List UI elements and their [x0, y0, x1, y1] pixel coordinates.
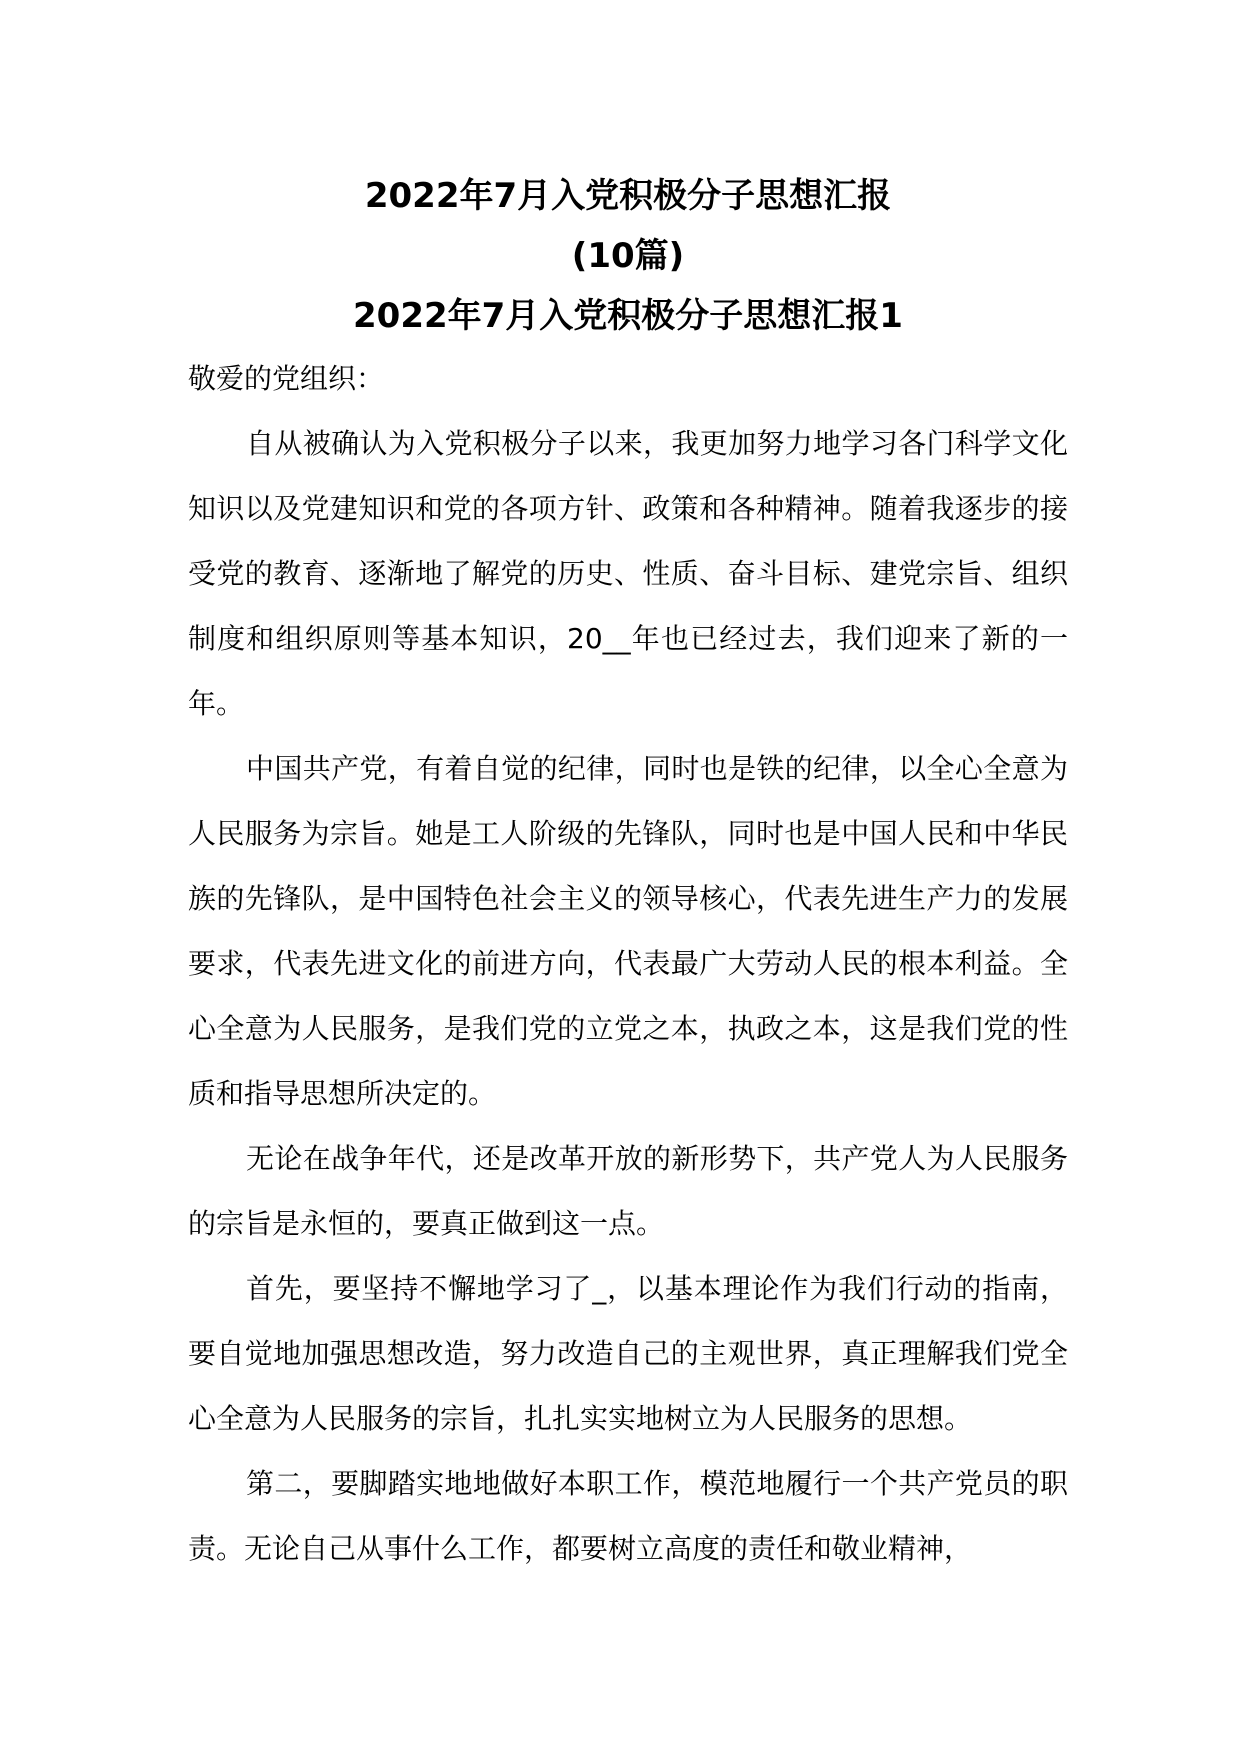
paragraph: 第二，要脚踏实地地做好本职工作，模范地履行一个共产党员的职责。无论自己从事什么工作，都要树立高度的责任和敬业精神， [188, 1467, 1068, 1565]
document-subtitle: 2022年7月入党积极分子思想汇报1 [353, 296, 903, 336]
salutation: 敬爱的党组织： [188, 362, 385, 395]
document-body [188, 166, 1068, 1581]
paragraph: 中国共产党，有着自觉的纪律，同时也是铁的纪律，以全心全意为人民服务为宗旨。她是工人阶级的先锋队，同时也是中国人民和中华民族的先锋队，是中国特色社会主义的领导核心，代表先进生产力的发展要求，代表先进文化的前进方向，代表最广大劳动人民的根本利益。全心全意为人民服务，是我们党的立党之本，执政之本，这是我们党的性质和指导思想所决定的。 [188, 752, 1068, 1110]
paragraph: 自从被确认为入党积极分子以来，我更加努力地学习各门科学文化知识以及党建知识和党的各项方针、政策和各种精神。随着我逐步的接受党的教育、逐渐地了解党的历史、性质、奋斗目标、建党宗旨、组织制度和组织原则等基本知识，20__年也已经过去，我们迎来了新的一年。 [188, 427, 1068, 720]
paragraph: 无论在战争年代，还是改革开放的新形势下，共产党人为人民服务的宗旨是永恒的，要真正做到这一点。 [188, 1142, 1068, 1240]
document-title-line1: 2022年7月入党积极分子思想汇报 [364, 176, 892, 216]
document-title-line2: (10篇) [571, 236, 685, 276]
paragraph: 首先，要坚持不懈地学习了_，以基本理论作为我们行动的指南，要自觉地加强思想改造，努力改造自己的主观世界，真正理解我们党全心全意为人民服务的宗旨，扎扎实实地树立为人民服务的思想。 [188, 1272, 1068, 1435]
